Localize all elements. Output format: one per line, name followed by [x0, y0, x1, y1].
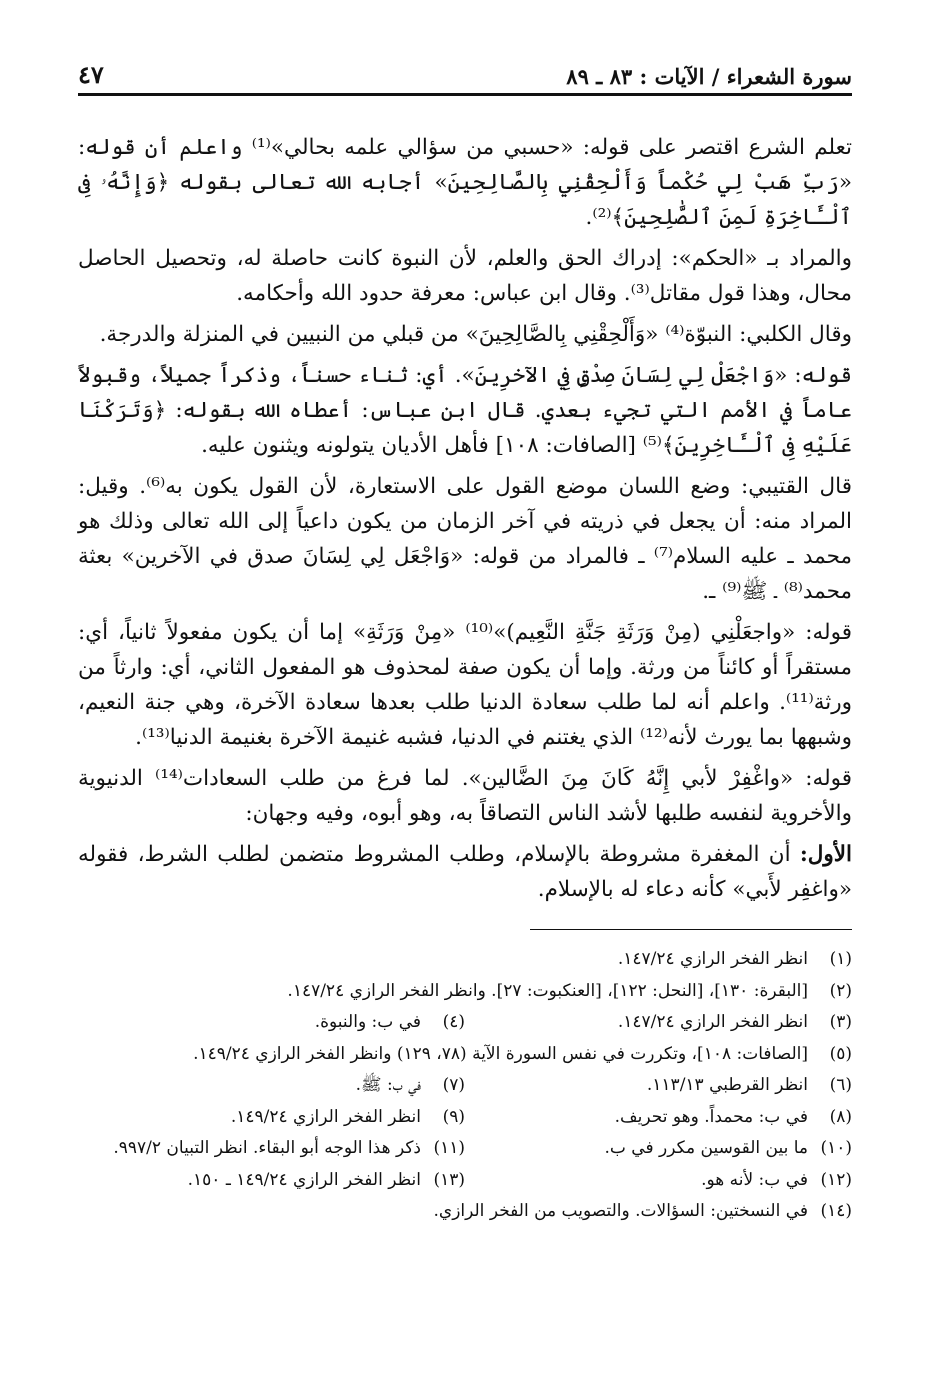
paragraph-text: أن المغفرة مشروطة بالإسلام، وطلب المشروط متضمن لطلب الشرط، فقوله «واغفِر لأَبي» كأنه دعاء له بالإسلام.	[78, 842, 852, 902]
footnote	[465, 1070, 852, 1102]
paragraph	[78, 615, 852, 755]
paragraph-text: قال القتيبي: وضع اللسان موضع القول على الاستعارة، لأن القول يكون به⁽⁶⁾. وقيل: المراد منه: أن يجعل في ذريته في آخر الزمان من يكون داعياً إلى الله تعالى وذلك هو محمد ـ عليه السلام⁽⁷⁾ ـ فالمراد من قوله: «وَاجْعَل لِي لِسَانَ صدق في الآخرين» بعثة محمد⁽⁸⁾ ـ ﷺ⁽⁹⁾ ـ.	[78, 474, 853, 604]
paragraph	[78, 358, 852, 463]
footnote-text: انظر الفخر الرازي ١٤٩/٢٤ ـ ١٥٠.	[187, 1169, 421, 1190]
paragraph	[78, 317, 852, 352]
footnote-number: (٢)	[829, 980, 852, 1001]
footnote	[78, 1133, 465, 1165]
paragraph-text: قوله: «وَاجْعَلْ لِي لِسَانَ صِدْقٍ فِي الآخرِينَ». أي: ثناء حسناً، وذكراً جميلاً، وقبولاً عاماً في الأمم التي تجيء بعدي. قال ابن عباس: أعطاه الله بقوله: ﴿وَتَرَكْنَا عَلَيْهِ فِى ٱلْـَٔاخِرِينَ﴾⁽⁵⁾ [الصافات: ١٠٨] فأهل الأديان يتولونه ويثنون عليه.	[78, 363, 852, 458]
footnote-number: (١٤)	[820, 1201, 852, 1221]
footnote-text: ما بين القوسين مكرر في ب.	[604, 1138, 808, 1158]
footnote	[465, 1133, 852, 1165]
footnote-text: انظر القرطبي ١١٣/١٣.	[646, 1075, 808, 1095]
paragraph-text: والمراد بـ «الحكم»: إدراك الحق والعلم، لأن النبوة كانت حاصلة له، وتحصيل الحاصل محال، وهذا قول مقاتل⁽³⁾. وقال ابن عباس: معرفة حدود الله وأحكامه.	[78, 246, 852, 306]
footnote	[78, 1070, 465, 1102]
footnote-row	[78, 1196, 852, 1228]
footnote-number: (٣)	[829, 1012, 852, 1032]
main-text	[78, 130, 852, 907]
paragraph-text: وقال الكلبي: النبوّة⁽⁴⁾ «وَأَلْحِقْنِي بِالصَّالِحِينَ» من قبلي من النبيين في المنزلة والدرجة.	[99, 322, 852, 347]
footnote-row	[78, 976, 852, 1008]
footnote	[78, 976, 852, 1008]
footnote-row	[78, 1102, 852, 1134]
paragraph	[78, 761, 852, 831]
footnote	[78, 1102, 465, 1134]
footnote-text: في ب: والنبوة.	[314, 1012, 421, 1032]
footnote-row	[78, 1007, 852, 1039]
footnote	[465, 1007, 852, 1039]
paragraph-text: قوله: «واجعَلْنِي (مِنْ وَرَثَةِ جَنَّةِ النَّعِيم)»⁽¹⁰⁾ «مِنْ وَرَثَةِ» إما أن يكون مفعولاً ثانياً، أي: مستقراً أو كائناً من ورثة. وإما أن يكون صفة لمحذوف هو المفعول الثاني، أي: وارثاً من ورثة⁽¹¹⁾. واعلم أنه لما طلب سعادة الدنيا طلب بعدها سعادة الآخرة، وهي جنة النعيم، وشبهها بما يورث لأنه⁽¹²⁾ الذي يغتنم في الدنيا، فشبه غنيمة الآخرة بغنيمة الدنيا⁽¹³⁾.	[78, 620, 852, 750]
footnote-number: (١١)	[433, 1138, 465, 1158]
footnote-text: في النسختين: السؤالات. والتصويب من الفخر الرازي.	[433, 1201, 808, 1221]
footnote	[78, 944, 852, 976]
paragraph-lead: الأول:	[799, 842, 852, 867]
paragraph	[78, 130, 852, 235]
footnote-number: (٨)	[829, 1106, 852, 1127]
footnote-text: في ب: لأنه هو.	[701, 1169, 808, 1190]
footnote-number: (٩)	[442, 1106, 465, 1127]
footnote	[78, 1039, 852, 1071]
footnote	[78, 1165, 465, 1197]
footnote-number: (١٢)	[820, 1169, 852, 1190]
footnote-number: (٤)	[442, 1012, 465, 1032]
footnote	[78, 1007, 465, 1039]
footnote-number: (٥)	[829, 1043, 852, 1064]
page-header	[78, 55, 852, 96]
footnote	[465, 1165, 852, 1197]
footnote	[465, 1102, 852, 1134]
paragraph	[78, 837, 852, 907]
footnote-text: ذكر هذا الوجه أبو البقاء. انظر التبيان ٩٩٧/٢.	[113, 1138, 421, 1158]
running-title: سورة الشعراء / الآيات : ٨٣ ـ ٨٩	[566, 64, 852, 89]
footnote-text: انظر الفخر الرازي ١٤٧/٢٤.	[617, 1012, 808, 1032]
footnote-number: (٦)	[829, 1075, 852, 1095]
footnote-number: (١٠)	[820, 1138, 852, 1158]
footnote-number: (٧)	[442, 1075, 465, 1095]
footnote-number: (١)	[829, 949, 852, 969]
paragraph	[78, 241, 852, 311]
footnote-row	[78, 1133, 852, 1165]
footnote-row	[78, 944, 852, 976]
footnote-text: في ب: ﷺ.	[355, 1075, 421, 1095]
footnote-separator	[530, 929, 852, 930]
page-number: ٤٧	[78, 60, 104, 89]
paragraph	[78, 469, 852, 609]
footnote-text: [الصافات: ١٠٨]، وتكررت في نفس السورة الآية (٧٨، ١٢٩) وانظر الفخر الرازي ١٤٩/٢٤.	[193, 1043, 808, 1064]
paragraph-text: قوله: «واغْفِرْ لأبي إِنَّهُ كَانَ مِنَ الضَّالين». لما فرغ من طلب السعادات⁽¹⁴⁾ الدنيوية والأخروية لنفسه طلبها لأشد الناس التصاقاً به، وهو أبوه، وفيه وجهان:	[78, 766, 853, 826]
footnote-row	[78, 1039, 852, 1071]
footnote-row	[78, 1165, 852, 1197]
footnote-text: انظر الفخر الرازي ١٤٩/٢٤.	[230, 1106, 421, 1127]
footnote-text: في ب: محمداً. وهو تحريف.	[614, 1106, 808, 1127]
footnote-text: انظر الفخر الرازي ١٤٧/٢٤.	[617, 949, 808, 969]
book-page	[78, 55, 852, 1228]
footnotes	[78, 944, 852, 1228]
footnote-number: (١٣)	[433, 1169, 465, 1190]
footnote-row	[78, 1070, 852, 1102]
footnote-text: [البقرة: ١٣٠]، [النحل: ١٢٢]، [العنكبوت: ٢٧]. وانظر الفخر الرازي ١٤٧/٢٤.	[287, 980, 808, 1001]
paragraph-text: تعلم الشرع اقتصر على قوله: «حسبي من سؤالي علمه بحالي»⁽¹⁾ واعلم أن قوله: «رَبِّ هَبْ لِي حُكْماً وَأَلْحِقْنِي بِالصَّالِحِينَ» أجابه الله تعالى بقوله ﴿وَإِنَّهُۥ فِى ٱلْـَٔاخِرَةِ لَمِنَ ٱلصَّٰلِحِينَ﴾⁽²⁾.	[78, 135, 852, 230]
footnote	[78, 1196, 852, 1228]
